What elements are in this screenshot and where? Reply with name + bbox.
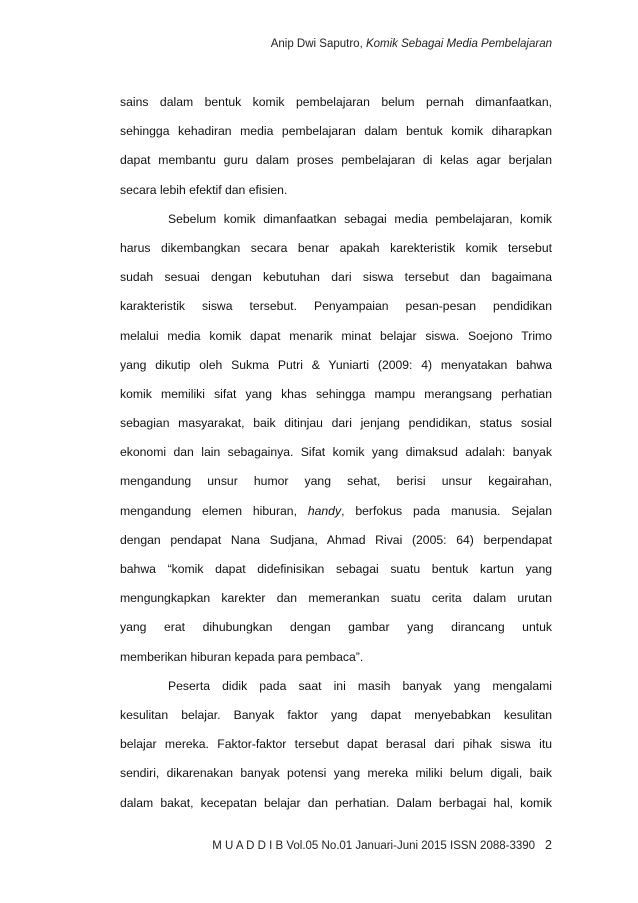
text-segment: mengandung elemen hiburan, xyxy=(120,503,308,518)
body-text xyxy=(120,88,552,818)
page-number: 2 xyxy=(545,838,552,852)
text-line: yang erat dihubungkan dengan gambar yang dirancang untuk xyxy=(120,620,552,635)
text-line: Sebelum komik dimanfaatkan sebagai media pembelajaran, komik xyxy=(168,211,552,226)
text-line xyxy=(120,497,552,526)
text-line: sudah sesuai dengan kebutuhan dari siswa tersebut dan bagaimana xyxy=(120,270,552,285)
text-line: Peserta didik pada saat ini masih banyak yang mengalami xyxy=(168,678,552,693)
text-line: belajar mereka. Faktor-faktor tersebut dapat berasal dari pihak siswa itu xyxy=(120,737,552,752)
running-footer xyxy=(0,838,552,854)
running-header xyxy=(120,38,552,54)
text-line: mengungkapkan karekter dan memerankan suatu cerita dalam urutan xyxy=(120,591,552,606)
text-segment: , berfokus pada manusia. Sejalan xyxy=(341,503,552,518)
text-line: karakteristik siswa tersebut. Penyampaian pesan-pesan pendidikan xyxy=(120,299,552,314)
text-line: sebagian masyarakat, baik ditinjau dari jenjang pendidikan, status sosial xyxy=(120,416,552,431)
text-line: dalam bakat, kecepatan belajar dan perhatian. Dalam berbagai hal, komik xyxy=(120,795,552,810)
text-line: sendiri, dikarenakan banyak potensi yang mereka miliki belum digali, baik xyxy=(120,766,552,781)
text-line: kesulitan belajar. Banyak faktor yang dapat menyebabkan kesulitan xyxy=(120,707,552,722)
italic-term: handy xyxy=(307,503,342,518)
header-title: Komik Sebagai Media Pembelajaran xyxy=(365,38,552,50)
text-line: dengan pendapat Nana Sudjana, Ahmad Rivai (2005: 64) berpendapat xyxy=(120,532,552,547)
text-line: secara lebih efektif dan efisien. xyxy=(120,182,288,197)
text-line: bahwa “komik dapat didefinisikan sebagai suatu bentuk kartun yang xyxy=(120,562,552,576)
text-line: harus dikembangkan secara benar apakah karekteristik komik tersebut xyxy=(120,240,552,255)
header-author: Anip Dwi Saputro, xyxy=(270,38,366,50)
text-line: memberikan hiburan kepada para pembaca”. xyxy=(120,649,364,664)
text-line: yang dikutip oleh Sukma Putri & Yuniarti (2009: 4) menyatakan bahwa xyxy=(120,357,552,372)
text-line: dapat membantu guru dalam proses pembelajaran di kelas agar berjalan xyxy=(120,153,552,168)
text-line: sehingga kehadiran media pembelajaran dalam bentuk komik diharapkan xyxy=(120,124,552,139)
text-line: sains dalam bentuk komik pembelajaran belum pernah dimanfaatkan, xyxy=(120,95,552,109)
footer-journal: M U A D D I B Vol.05 No.01 Januari-Juni 2015 ISSN 2088-3390 xyxy=(212,840,536,852)
text-line: ekonomi dan lain sebagainya. Sifat komik yang dimaksud adalah: banyak xyxy=(120,445,552,460)
text-line: komik memiliki sifat yang khas sehingga mampu merangsang perhatian xyxy=(120,386,552,401)
text-line: mengandung unsur humor yang sehat, berisi unsur kegairahan, xyxy=(120,474,552,489)
text-line: melalui media komik dapat menarik minat belajar siswa. Soejono Trimo xyxy=(120,328,552,343)
